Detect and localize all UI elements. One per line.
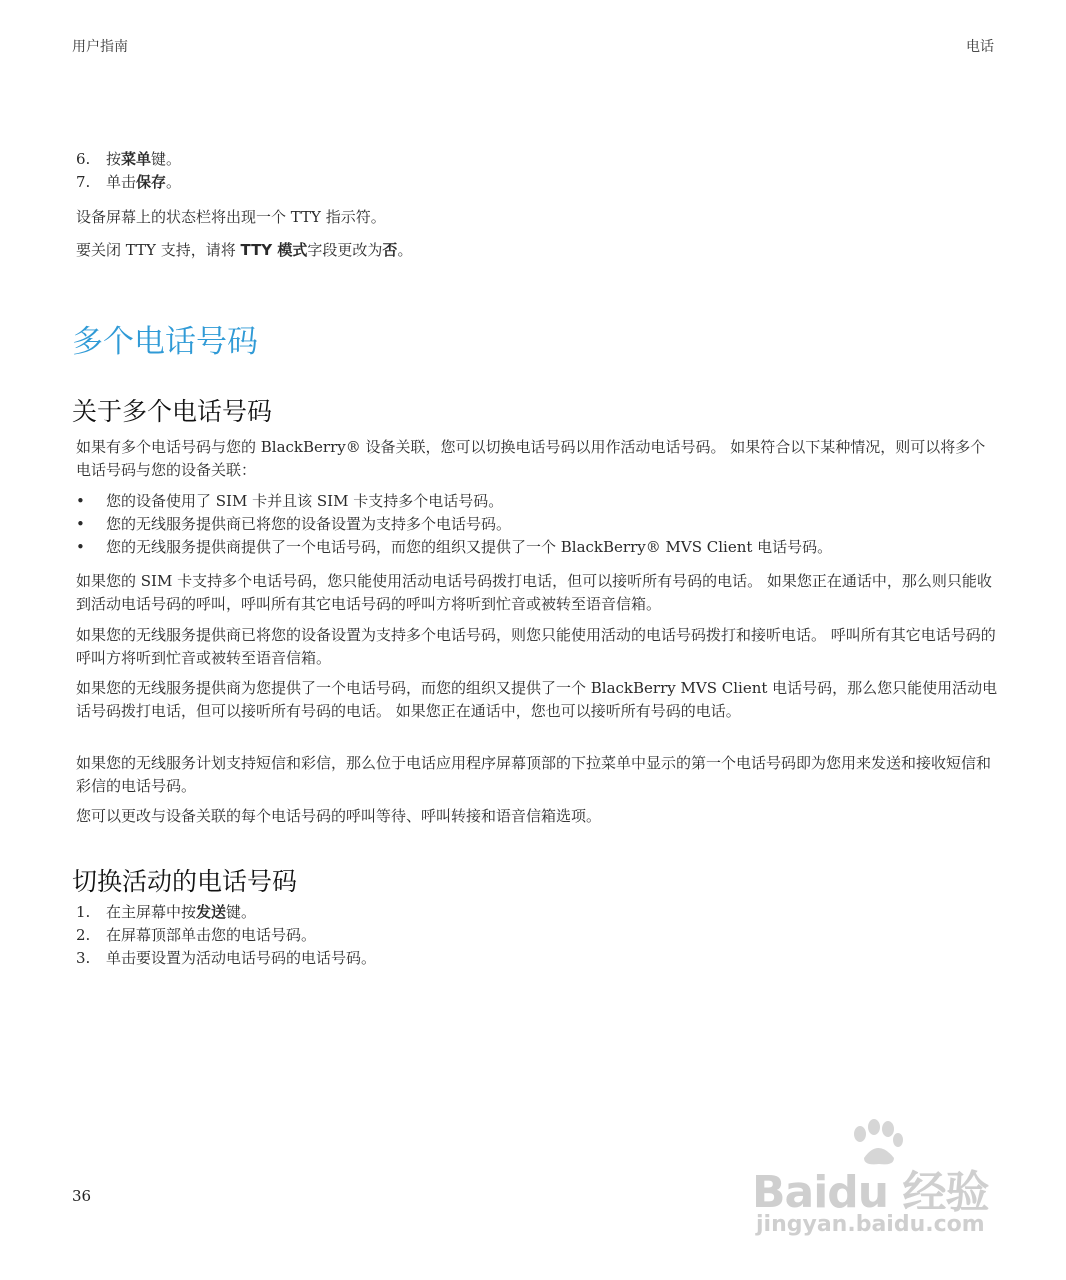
step-number: 6. [76, 150, 91, 168]
bullet-icon: • [76, 538, 85, 556]
about-heading: 关于多个电话号码 [72, 397, 273, 426]
about-paragraph: 如果您的无线服务提供商已将您的设备设置为支持多个电话号码，则您只能使用活动的电话号码拨打和接听电话。 呼叫所有其它电话号码的呼叫方将听到忙音或被转至语音信箱。 [76, 626, 996, 667]
about-paragraph: 如果您的无线服务提供商为您提供了一个电话号码，而您的组织又提供了一个 BlackBerry MVS Client 电话号码，那么您只能使用活动电话号码拨打电话，但可以接听所有号码的电话。 如果您正在通话中，您也可以接听所有号码的电话。 [76, 679, 998, 720]
list-item [76, 901, 376, 924]
about-intro-paragraph: 如果有多个电话号码与您的 BlackBerry® 设备关联，您可以切换电话号码以用作活动电话号码。 如果符合以下某种情况，则可以将多个电话号码与您的设备关联： [76, 438, 986, 479]
list-item: • 您的设备使用了 SIM 卡并且该 SIM 卡支持多个电话号码。 [76, 490, 832, 513]
section-title: 多个电话号码 [72, 324, 258, 360]
switch-step-list [76, 901, 376, 970]
step-text: 单击要设置为活动电话号码的电话号码。 [106, 949, 377, 967]
tty-status-paragraph: 设备屏幕上的状态栏将出现一个 TTY 指示符。 [76, 208, 386, 226]
step-text: 按菜单键。 [106, 150, 182, 168]
step-text: 在主屏幕中按发送键。 [106, 903, 257, 921]
watermark-url: jingyan.baidu.com [756, 1212, 985, 1237]
about-paragraph: 如果您的 SIM 卡支持多个电话号码，您只能使用活动电话号码拨打电话，但可以接听所有号码的电话。 如果您正在通话中，那么则只能收到活动电话号码的呼叫，呼叫所有其它电话号码的呼叫方将听到忙音或被转至语音信箱。 [76, 572, 992, 613]
about-paragraph: 如果您的无线服务计划支持短信和彩信，那么位于电话应用程序屏幕顶部的下拉菜单中显示的第一个电话号码即为您用来发送和接收短信和彩信的电话号码。 [76, 754, 992, 795]
step-number: 7. [76, 173, 91, 191]
list-item: • 您的无线服务提供商已将您的设备设置为支持多个电话号码。 [76, 513, 832, 536]
step-text: 单击保存。 [106, 173, 182, 191]
running-header-left: 用户指南 [72, 39, 128, 55]
list-item: • 您的无线服务提供商提供了一个电话号码，而您的组织又提供了一个 BlackBerry® MVS Client 电话号码。 [76, 536, 832, 559]
running-header-right: 电话 [966, 39, 994, 55]
list-item [76, 148, 181, 171]
bullet-icon: • [76, 492, 85, 510]
list-item [76, 947, 376, 970]
page-number: 36 [72, 1187, 92, 1205]
switch-heading: 切换活动的电话号码 [72, 867, 298, 896]
baidu-watermark [752, 1118, 1008, 1258]
step-text: 在屏幕顶部单击您的电话号码。 [106, 926, 317, 944]
bullet-icon: • [76, 515, 85, 533]
about-bullet-list [76, 490, 832, 559]
step-number: 1. [76, 903, 91, 921]
tty-off-paragraph: 要关闭 TTY 支持，请将 TTY 模式字段更改为否。 [76, 241, 413, 259]
list-item [76, 924, 376, 947]
about-paragraph: 您可以更改与设备关联的每个电话号码的呼叫等待、呼叫转接和语音信箱选项。 [76, 807, 602, 825]
top-step-list [76, 148, 181, 194]
step-number: 3. [76, 949, 91, 967]
list-item [76, 171, 181, 194]
step-number: 2. [76, 926, 91, 944]
watermark-logo: Baidu 经验 [752, 1167, 989, 1218]
